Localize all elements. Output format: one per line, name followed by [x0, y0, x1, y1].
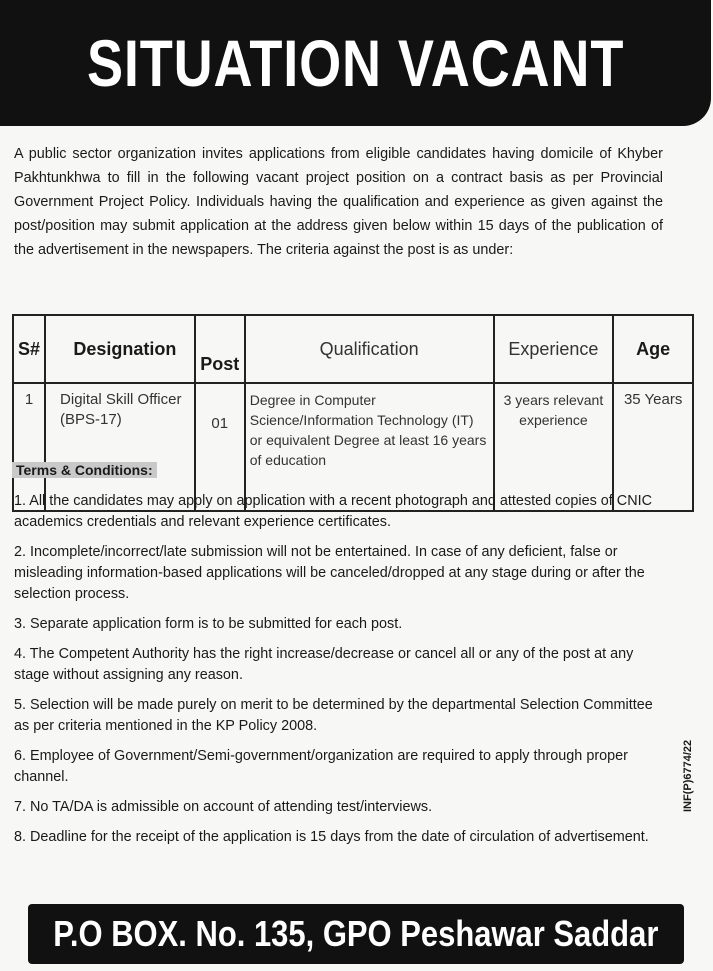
term-item-3: 3. Separate application form is to be submitted for each post. — [14, 615, 403, 632]
col-header-qualification: Qualification — [245, 315, 494, 383]
term-item-5: 5. Selection will be made purely on merit to be determined by the departmental Selection Committee as per criteria mentioned in the KP Policy 2008. — [14, 696, 653, 734]
col-header-age: Age — [613, 315, 693, 383]
col-header-post: Post — [195, 315, 245, 383]
col-header-sno: S# — [13, 315, 45, 383]
terms-heading: Terms & Conditions: — [12, 462, 157, 478]
term-item-8: 8. Deadline for the receipt of the application is 15 days from the date of circulation of advertisement. — [14, 828, 649, 845]
term-item-1: 1. All the candidates may apply on application with a recent photograph and attested copies of CNIC academics credentials and relevant experience certificates. — [14, 492, 652, 530]
table-header-row — [13, 315, 693, 383]
positions-table — [12, 314, 694, 512]
cell-qualification: Degree in Computer Science/Information Technology (IT) or equivalent Degree at least 16 years of education — [245, 383, 494, 511]
col-header-experience: Experience — [494, 315, 614, 383]
headline-title: SITUATION VACANT — [86, 26, 625, 100]
term-item-2: 2. Incomplete/incorrect/late submission will not be entertained. In case of any deficient, false or misleading information-based applications will be canceled/dropped at any stage during or after the selection process. — [14, 543, 645, 602]
cell-age: 35 Years — [613, 383, 693, 511]
cell-experience: 3 years relevant experience — [494, 383, 614, 511]
address-banner — [28, 904, 684, 964]
terms-list — [14, 490, 663, 856]
term-item-7: 7. No TA/DA is admissible on account of attending test/interviews. — [14, 798, 433, 815]
term-item-4: 4. The Competent Authority has the right increase/decrease or cancel all or any of the post at any stage without assigning any reason. — [14, 645, 634, 683]
cell-post: 01 — [195, 383, 245, 511]
cell-sno: 1 — [13, 383, 45, 511]
cell-designation: Digital Skill Officer (BPS-17) — [45, 383, 195, 511]
term-item-6: 6. Employee of Government/Semi-government/organization are required to apply through proper channel. — [14, 747, 628, 785]
intro-paragraph: A public sector organization invites applications from eligible candidates having domicile of Khyber Pakhtunkhwa to fill in the following vacant project position on a contract basis as per Provincial Government Project Policy. Individuals having the qualification and experience as given against the post/position may submit application at the address given below within 15 days of the publication of the advertisement in the newspapers. The criteria against the post is as under: — [14, 145, 663, 258]
address-text: P.O BOX. No. 135, GPO Peshawar Saddar — [53, 913, 659, 954]
reference-code: INF(P)6774/22 — [682, 739, 694, 812]
col-header-designation: Designation — [45, 315, 195, 383]
headline-banner — [0, 0, 711, 126]
